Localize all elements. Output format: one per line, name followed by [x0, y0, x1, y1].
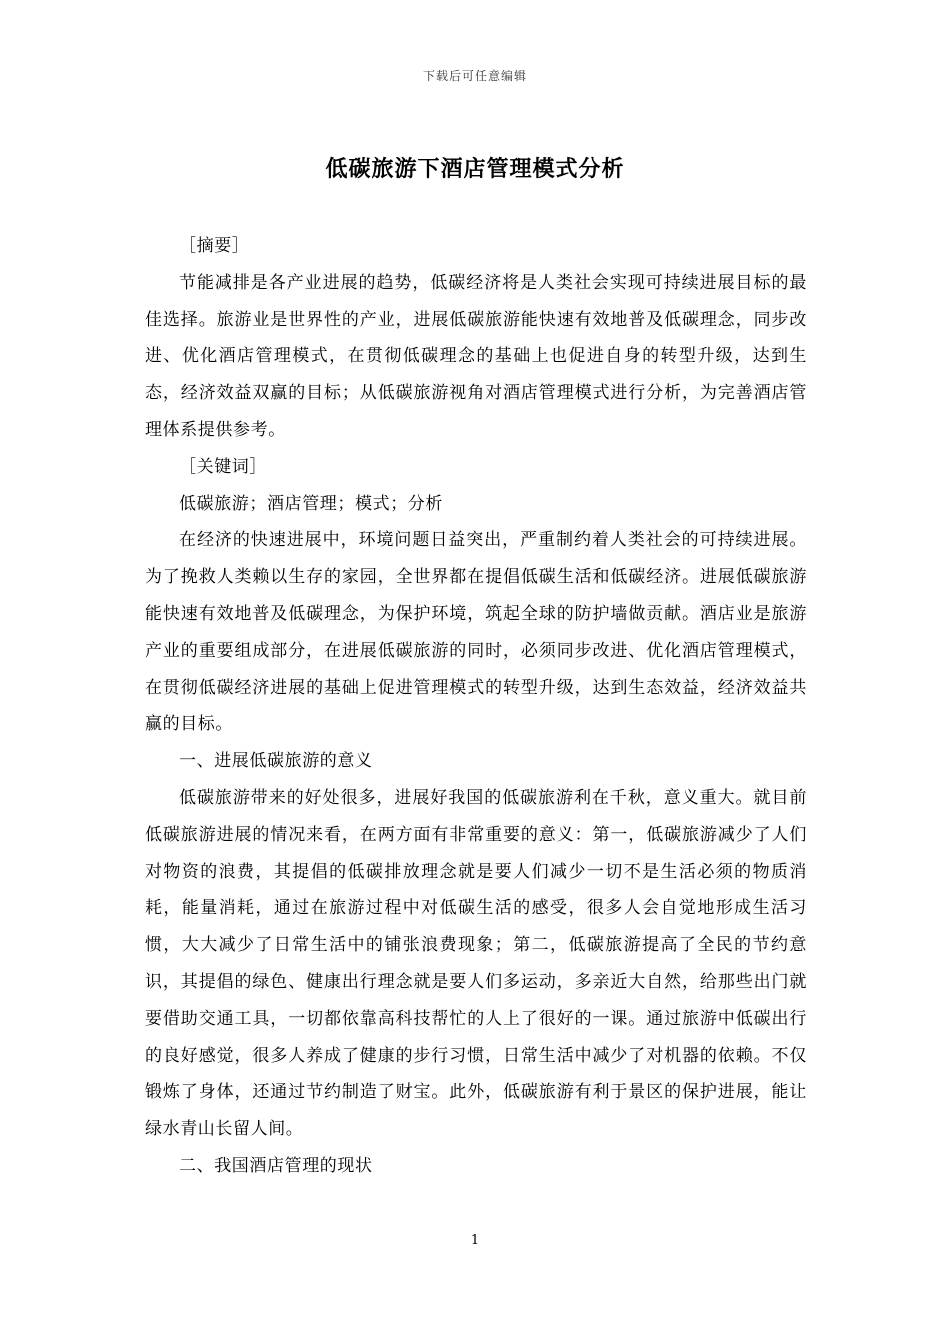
- abstract-label: ［摘要］: [179, 236, 250, 256]
- document-body: [145, 228, 807, 1185]
- document-title: 低碳旅游下酒店管理模式分析: [325, 156, 625, 182]
- keywords-text: 低碳旅游；酒店管理；模式；分析: [179, 493, 443, 514]
- header-note: 下载后可任意编辑: [422, 69, 527, 83]
- abstract-paragraph: 节能减排是各产业进展的趋势，低碳经济将是人类社会实现可持续进展目标的最佳选择。旅游业是世界性的产业，进展低碳旅游能快速有效地普及低碳理念，同步改进、优化酒店管理模式，在贯彻低碳理念的基础上也促进自身的转型升级，达到生态，经济效益双赢的目标；从低碳旅游视角对酒店管理模式进行分析，为完善酒店管理体系提供参考。: [145, 272, 807, 440]
- section-1-paragraph: 低碳旅游带来的好处很多，进展好我国的低碳旅游利在千秋，意义重大。就目前低碳旅游进展的情况来看，在两方面有非常重要的意义：第一，低碳旅游减少了人们对物资的浪费，其提倡的低碳排放理念就是要人们减少一切不是生活必须的物质消耗，能量消耗，通过在旅游过程中对低碳生活的感受，很多人会自觉地形成生活习惯，大大减少了日常生活中的铺张浪费现象；第二，低碳旅游提高了全民的节约意识，其提倡的绿色、健康出行理念就是要人们多运动，多亲近大自然，给那些出门就要借助交通工具，一切都依靠高科技帮忙的人上了很好的一课。通过旅游中低碳出行的良好感觉，很多人养成了健康的步行习惯，日常生活中减少了对机器的依赖。不仅锻炼了身体，还通过节约制造了财宝。此外，低碳旅游有利于景区的保护进展，能让绿水青山长留人间。: [145, 787, 807, 1140]
- page-number: 1: [470, 1233, 480, 1248]
- keywords-label: ［关键词］: [179, 456, 267, 477]
- section-heading-1: 一、进展低碳旅游的意义: [179, 751, 373, 772]
- section-heading-2: 二、我国酒店管理的现状: [179, 1155, 373, 1176]
- intro-paragraph: 在经济的快速进展中，环境问题日益突出，严重制约着人类社会的可持续进展。为了挽救人类赖以生存的家园，全世界都在提倡低碳生活和低碳经济。进展低碳旅游能快速有效地普及低碳理念，为保护环境，筑起全球的防护墙做贡献。酒店业是旅游产业的重要组成部分，在进展低碳旅游的同时，必须同步改进、优化酒店管理模式，在贯彻低碳经济进展的基础上促进管理模式的转型升级，达到生态效益，经济效益共赢的目标。: [145, 530, 807, 735]
